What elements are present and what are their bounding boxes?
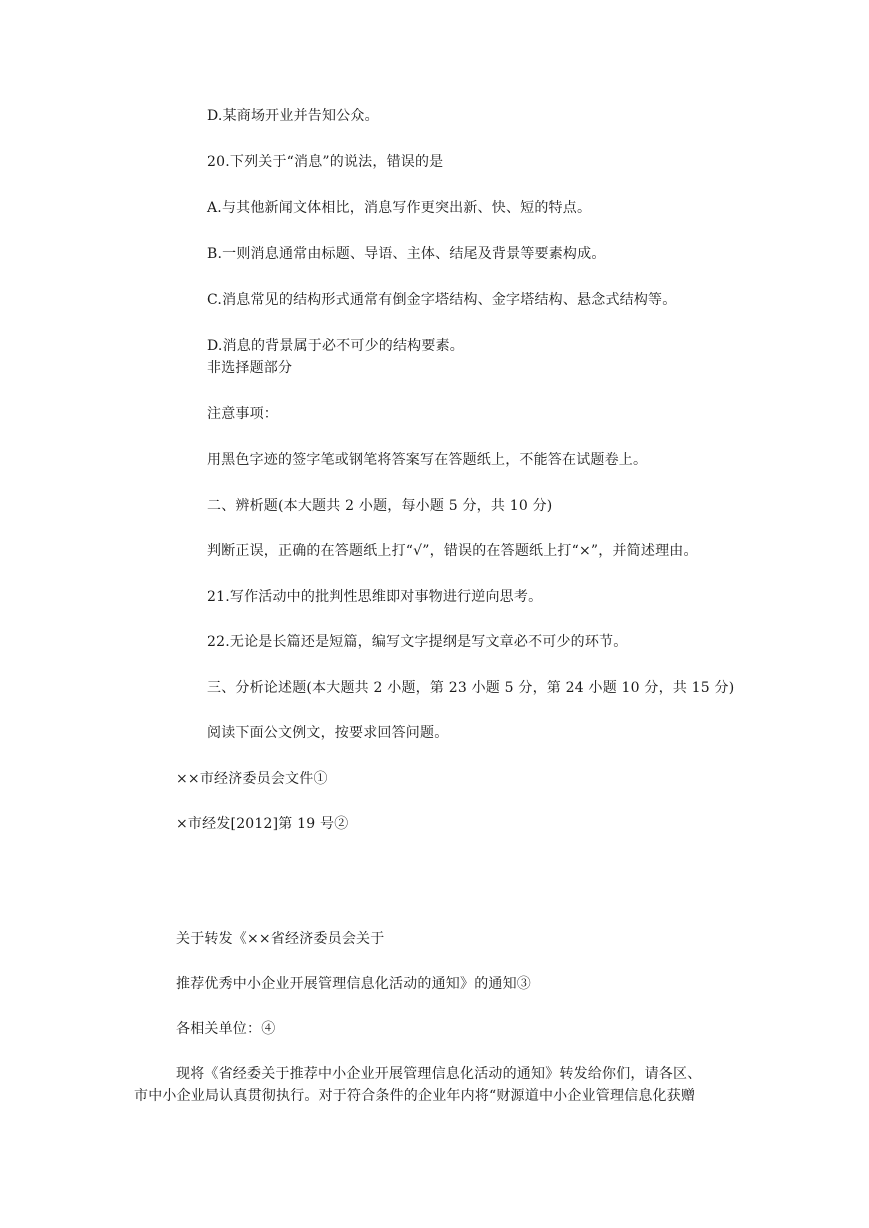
section-two-instructions: 判断正误，正确的在答题纸上打“√”，错误的在答题纸上打“×”，并简述理由。 <box>207 543 698 559</box>
document-title-line-1: 关于转发《××省经济委员会关于 <box>176 931 385 947</box>
option-c-20: C.消息常见的结构形式通常有倒金字塔结构、金字塔结构、悬念式结构等。 <box>207 292 677 308</box>
option-b-20: B.一则消息通常由标题、导语、主体、结尾及背景等要素构成。 <box>207 246 606 262</box>
option-a-20: A.与其他新闻文体相比，消息写作更突出新、快、短的特点。 <box>207 200 592 216</box>
question-22: 22.无论是长篇还是短篇，编写文字提纲是写文章必不可少的环节。 <box>207 634 628 650</box>
section-two-heading: 二、辨析题(本大题共 2 小题，每小题 5 分，共 10 分) <box>207 498 553 514</box>
document-title-line-2: 推荐优秀中小企业开展管理信息化活动的通知》的通知③ <box>176 976 531 992</box>
question-21: 21.写作活动中的批判性思维即对事物进行逆向思考。 <box>207 589 543 605</box>
section-three-instructions: 阅读下面公文例文，按要求回答问题。 <box>207 725 449 741</box>
notice-heading: 注意事项： <box>207 406 278 422</box>
question-20: 20.下列关于“消息”的说法，错误的是 <box>207 154 444 170</box>
notice-text: 用黑色字迹的签字笔或钢笔将答案写在答题纸上，不能答在试题卷上。 <box>207 452 648 468</box>
section-three-heading: 三、分析论述题(本大题共 2 小题，第 23 小题 5 分，第 24 小题 10 分，共 15 分) <box>207 680 735 696</box>
document-header: ××市经济委员会文件① <box>176 771 328 787</box>
body-paragraph-line-2: 市中小企业局认真贯彻执行。对于符合条件的企业年内将“财源道中小企业管理信息化获赠 <box>134 1088 696 1104</box>
option-d-19: D.某商场开业并告知公众。 <box>207 108 379 124</box>
section-heading-non-choice: 非选择题部分 <box>207 360 293 376</box>
body-paragraph-line-1: 现将《省经委关于推荐中小企业开展管理信息化活动的通知》转发给你们，请各区、 <box>176 1066 702 1082</box>
recipient-line: 各相关单位：④ <box>176 1021 276 1037</box>
document-number: ×市经发[2012]第 19 号② <box>176 816 349 832</box>
option-d-20: D.消息的背景属于必不可少的结构要素。 <box>207 338 464 354</box>
